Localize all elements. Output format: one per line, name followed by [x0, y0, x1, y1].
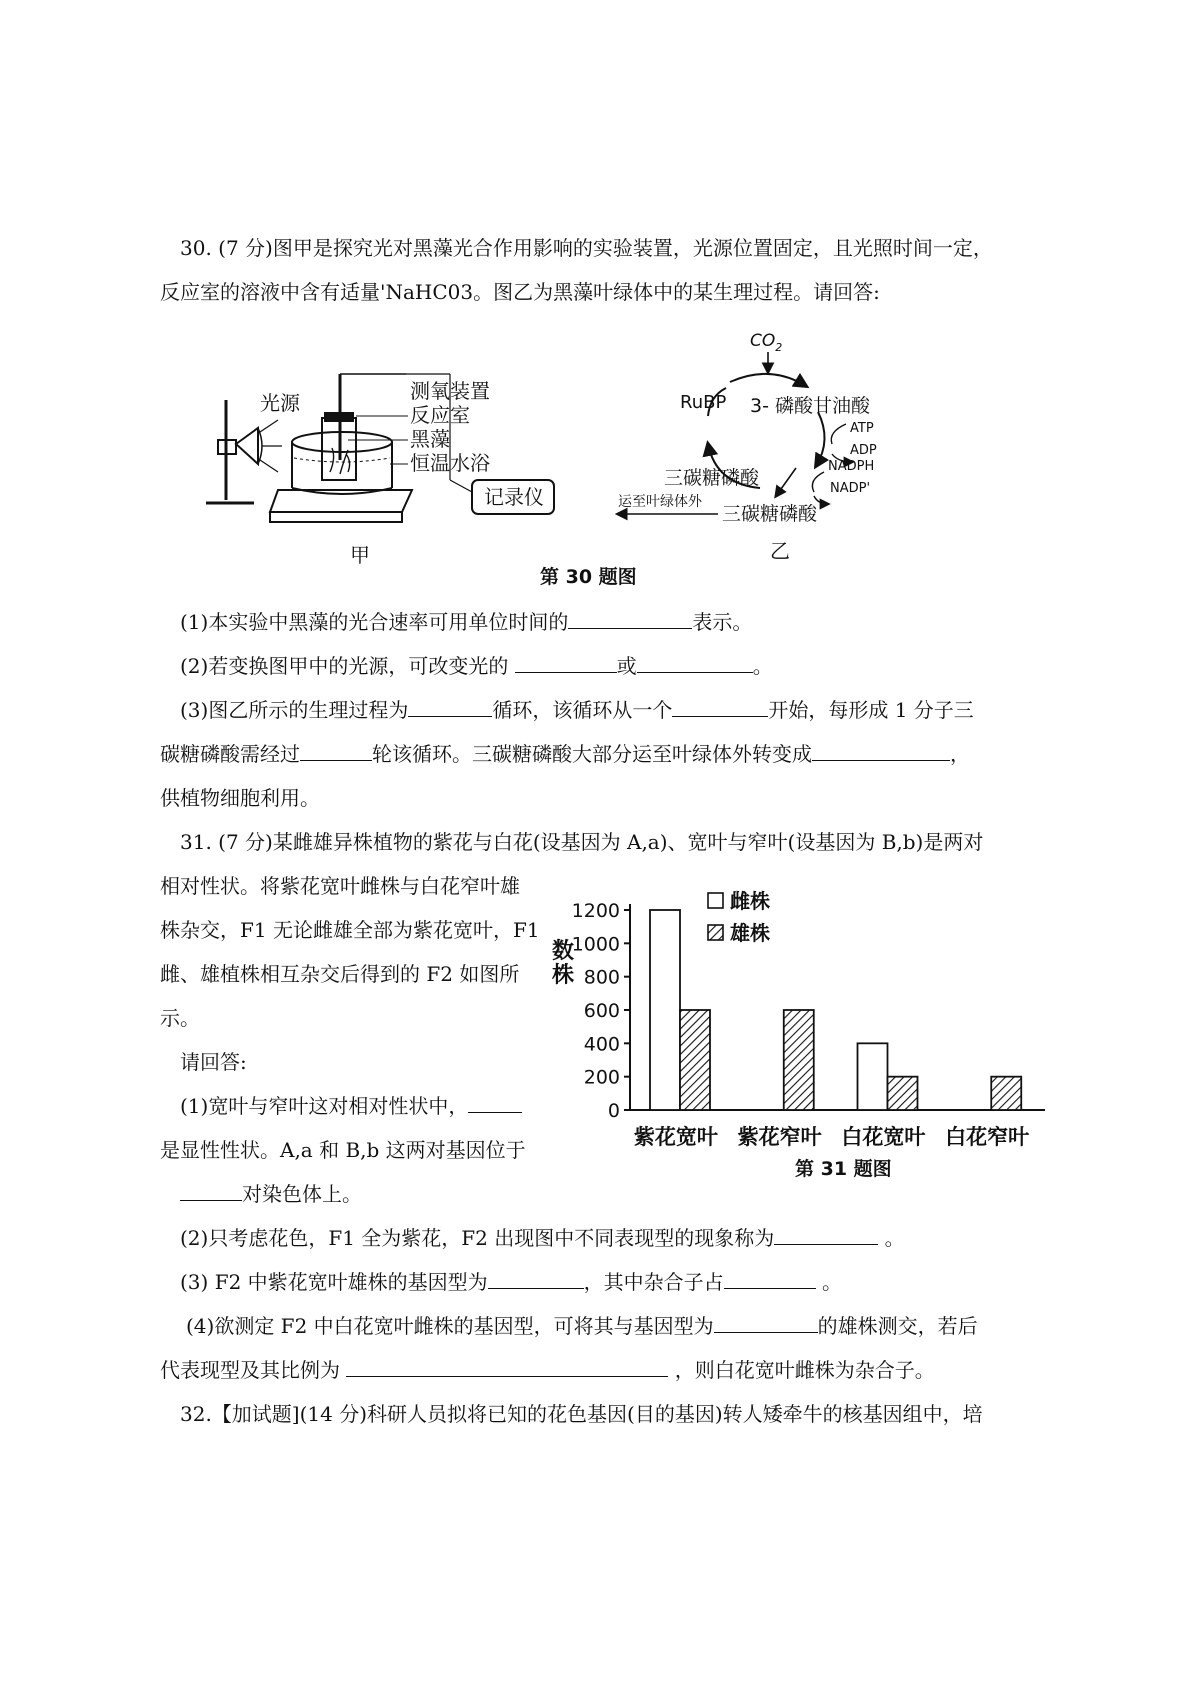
answer-blank[interactable]	[812, 740, 950, 761]
q30-figure-caption: 第 30 题图	[540, 566, 637, 588]
answer-blank[interactable]	[637, 652, 753, 673]
bar-male	[991, 1077, 1021, 1110]
label-oxygen-meter: 测氧装置	[410, 379, 490, 403]
y-axis-label-char1: 株	[552, 963, 575, 988]
answer-blank[interactable]	[408, 696, 492, 717]
bar-female	[650, 910, 680, 1110]
q31-part4-line2: 代表现型及其比例为 ，则白花宽叶雌株为杂合子。	[160, 1358, 935, 1382]
q30-intro-line2: 反应室的溶液中含有适量'NaHC03。图乙为黑藻叶绿体中的某生理过程。请回答:	[160, 280, 880, 304]
q32-intro-line1: 32.【加试题](14 分)科研人员拟将已知的花色基因(目的基因)转人矮牵牛的核基因组中，培	[180, 1402, 983, 1426]
label-transport: 运至叶绿体外	[618, 494, 702, 510]
q31-intro-line1: 31. (7 分)某雌雄异株植物的紫花与白花(设基因为 A,a)、宽叶与窄叶(设基因为 B,b)是两对	[180, 830, 984, 854]
answer-blank[interactable]	[180, 1180, 242, 1201]
q30-intro-line1: 30. (7 分)图甲是探究光对黑藻光合作用影响的实验装置，光源位置固定，且光照时间一定，	[180, 236, 993, 260]
answer-blank[interactable]	[488, 1268, 584, 1289]
q31-part1-line1: (1)宽叶与窄叶这对相对性状中，	[180, 1091, 522, 1121]
label-reaction-chamber: 反应室	[410, 403, 470, 427]
x-category-label: 紫花窄叶	[737, 1125, 822, 1149]
label-adp: ADP	[850, 443, 877, 458]
answer-blank[interactable]	[724, 1268, 816, 1289]
label-recorder: 记录仪	[484, 485, 544, 509]
y-tick-label: 1000	[571, 933, 620, 956]
figure-jia-apparatus	[190, 340, 590, 580]
q31-part2: (2)只考虑花色，F1 全为紫花，F2 出现图中不同表现型的现象称为 。	[180, 1226, 905, 1250]
answer-blank[interactable]	[774, 1224, 878, 1245]
label-black-algae: 黑藻	[410, 427, 450, 451]
cycle-arc-top	[730, 374, 806, 386]
y-tick-label: 400	[583, 1033, 620, 1056]
y-tick-label: 200	[583, 1066, 620, 1089]
bar-male	[784, 1010, 814, 1110]
q31-ask: 请回答:	[180, 1050, 247, 1074]
legend-label: 雌株	[730, 889, 770, 913]
q30-part3-line2: 碳糖磷酸需经过 轮该循环。三碳糖磷酸大部分运至叶绿体外转变成 ，	[160, 742, 970, 766]
y-axis-label-char2: 数	[552, 939, 575, 964]
q31-intro-line5: 示。	[160, 1006, 200, 1030]
q30-part1: (1)本实验中黑藻的光合速率可用单位时间的 表示。	[180, 610, 753, 634]
answer-blank[interactable]	[568, 608, 692, 629]
label-yi: 乙	[770, 539, 790, 563]
label-rubp: RuBP	[680, 392, 727, 413]
answer-blank[interactable]	[468, 1092, 522, 1113]
legend-swatch	[708, 925, 723, 940]
answer-blank[interactable]	[346, 1356, 668, 1377]
label-atp: ATP	[850, 421, 874, 436]
platform-side	[270, 512, 402, 522]
q31-part1-line2: 是显性性状。A,a 和 B,b 这两对基因位于	[160, 1138, 526, 1162]
label-triose-cycle: 三碳糖磷酸	[664, 467, 760, 489]
q31-figure-caption: 第 31 题图	[795, 1158, 892, 1180]
x-category-label: 白花窄叶	[945, 1125, 1030, 1149]
x-category-label: 白花宽叶	[841, 1125, 926, 1149]
q30-part3-line3: 供植物细胞利用。	[160, 786, 320, 810]
answer-blank[interactable]	[714, 1312, 818, 1333]
label-nadp: NADP'	[830, 481, 871, 496]
q31-intro-line2: 相对性状。将紫花宽叶雌株与白花窄叶雄	[160, 874, 520, 898]
figure-31-bar-chart	[540, 880, 1060, 1160]
label-water-bath: 恒温水浴	[410, 451, 490, 475]
legend-swatch	[708, 893, 723, 908]
water-bath-rim	[292, 432, 392, 452]
q30-part2: (2)若变换图甲中的光源，可改变光的 或 。	[180, 654, 773, 678]
label-co2: $CO_2$	[750, 331, 783, 354]
legend-label: 雄株	[730, 921, 770, 945]
label-jia: 甲	[350, 543, 370, 567]
answer-blank[interactable]	[515, 652, 617, 673]
bar-male	[680, 1010, 710, 1110]
q31-part4-line1: (4)欲测定 F2 中白花宽叶雌株的基因型，可将其与基因型为 的雄株测交，若后	[186, 1314, 978, 1338]
figure-yi-calvin-cycle	[610, 320, 930, 590]
q31-intro-line3: 株杂交，F1 无论雌雄全部为紫花宽叶，F1	[160, 918, 540, 942]
x-category-label: 紫花宽叶	[633, 1125, 718, 1149]
label-triose-out: 三碳糖磷酸	[722, 503, 818, 525]
bar-male	[888, 1077, 918, 1110]
lamp-shade	[236, 428, 258, 464]
answer-blank[interactable]	[300, 740, 372, 761]
label-nadph: NADPH	[828, 459, 875, 474]
q31-intro-line4: 雌、雄植株相互杂交后得到的 F2 如图所	[160, 962, 520, 986]
bar-female	[858, 1043, 888, 1110]
y-tick-label: 600	[583, 1000, 620, 1022]
label-light-source: 光源	[260, 391, 300, 415]
answer-blank[interactable]	[672, 696, 768, 717]
y-tick-label: 0	[607, 1100, 620, 1122]
cycle-arc-right	[816, 412, 825, 466]
q30-part3-line1: (3)图乙所示的生理过程为 循环，该循环从一个 开始，每形成 1 分子三	[180, 698, 974, 722]
y-tick-label: 800	[583, 966, 620, 989]
q31-part1-line3: 对染色体上。	[180, 1179, 362, 1209]
q31-part3: (3) F2 中紫花宽叶雄株的基因型为 ，其中杂合子占 。	[180, 1270, 843, 1294]
label-pga: 3- 磷酸甘油酸	[750, 395, 870, 417]
y-tick-label: 1200	[571, 900, 620, 922]
